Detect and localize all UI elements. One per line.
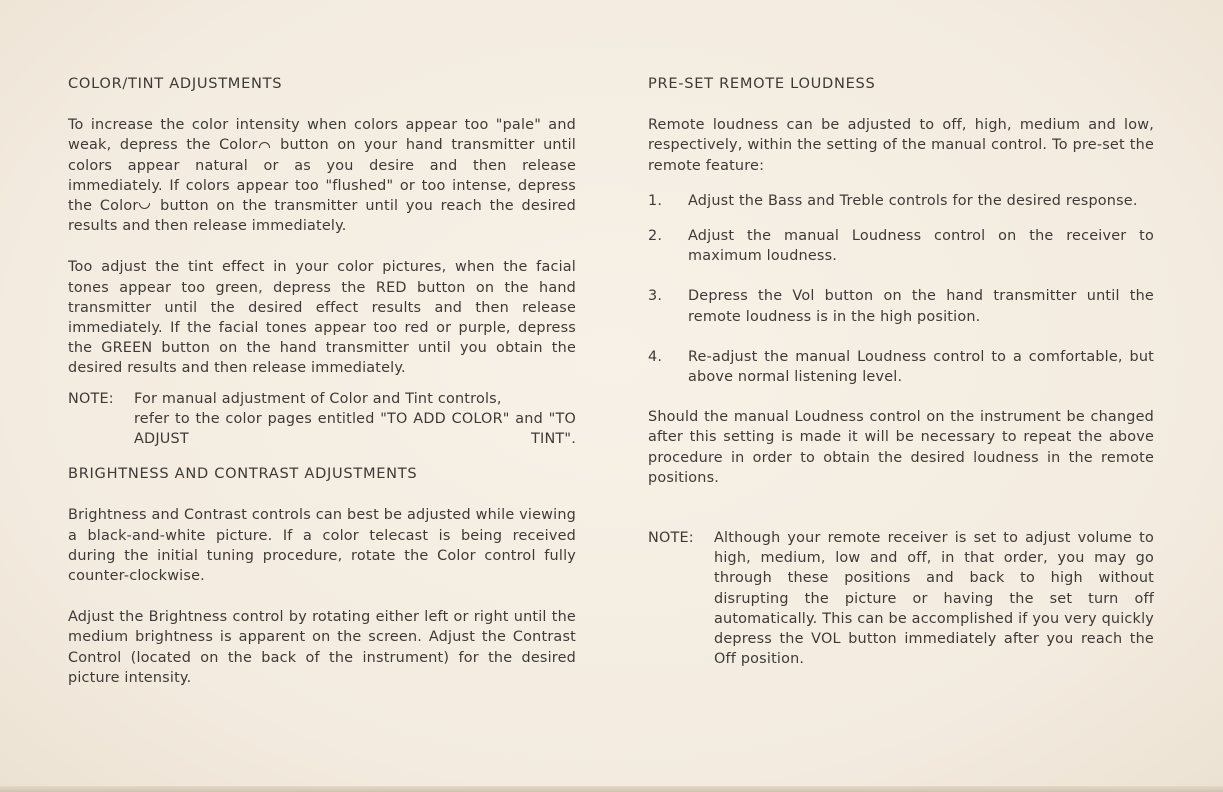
arrow-down-icon	[139, 203, 150, 209]
brightness-heading: BRIGHTNESS AND CONTRAST ADJUSTMENTS	[68, 465, 418, 483]
right-column	[648, 74, 1154, 669]
step-number: 3.	[648, 288, 663, 305]
step-item	[648, 191, 1154, 211]
step-text: Re-adjust the manual Loudness control to a comfortable, but above normal listening level.	[688, 348, 1154, 386]
left-note-rest: refer to the color pages entitled "TO ADD COLOR" and "TO ADJUST TINT".	[134, 410, 576, 448]
color-tint-heading: COLOR/TINT ADJUSTMENTS	[68, 75, 283, 92]
left-note-label: NOTE:	[68, 390, 114, 407]
step-text: Adjust the Bass and Treble controls for the desired response.	[688, 192, 1138, 209]
right-note-label: NOTE:	[648, 530, 694, 547]
step-item	[648, 347, 1154, 387]
color-p1-part-b: button on your hand transmitter until colors appear natural or as you desire and then release immediately. If colors appear too "flushed" or too intense, depress the Color	[68, 137, 576, 215]
brightness-paragraph-1: Brightness and Contrast controls can best be adjusted while viewing a black-and-white picture. If a color telecast is being received during the initial tuning procedure, rotate the Color control fully counter-clockwise.	[68, 507, 576, 585]
color-paragraph-2: Too adjust the tint effect in your color pictures, when the facial tones appear too green, depress the RED button on the hand transmitter until the desired effect results and then release immediately. If the facial tones appear too red or purple, depress the GREEN button on the hand transmitter until you obtain the desired results and then release immediately.	[68, 259, 576, 377]
arrow-up-icon	[259, 142, 270, 148]
remote-loudness-heading: PRE-SET REMOTE LOUDNESS	[648, 75, 876, 92]
step-text: Adjust the manual Loudness control on the receiver to maximum loudness.	[688, 228, 1154, 265]
color-p1-part-c: button on the transmitter until you reach the desired results and then release immediately.	[68, 198, 576, 235]
color-paragraph-1	[68, 115, 576, 236]
right-note	[648, 528, 1154, 669]
right-note-text: Although your remote receiver is set to adjust volume to high, medium, low and off, in that order, you may go through these positions and back to high without disrupting the picture or having the set turn off automatically. This can be accomplished if you very quickly depress the VOL button immediately after you reach the Off position.	[714, 530, 1154, 668]
page-bottom-edge	[0, 786, 1223, 792]
step-item	[648, 286, 1154, 326]
step-number: 2.	[648, 228, 663, 245]
step-number: 4.	[648, 348, 663, 365]
should-paragraph: Should the manual Loudness control on the instrument be changed after this setting is made it will be necessary to repeat the above procedure in order to obtain the desired loudness in the remote positions.	[648, 409, 1154, 486]
left-column	[68, 74, 576, 688]
step-text: Depress the Vol button on the hand transmitter until the remote loudness is in the high position.	[688, 288, 1154, 325]
step-item	[648, 226, 1154, 266]
color-p1-part-a: To increase the color intensity when colors appear too "pale" and weak, depress the Color	[68, 117, 576, 154]
left-note-body	[134, 389, 576, 450]
step-number: 1.	[648, 192, 663, 209]
remote-intro: Remote loudness can be adjusted to off, high, medium and low, respectively, within the setting of the manual control. To pre-set the remote feature:	[648, 117, 1154, 174]
brightness-paragraph-2: Adjust the Brightness control by rotating either left or right until the medium brightness is apparent on the screen. Adjust the Contrast Control (located on the back of the instrument) for the desired picture intensity.	[68, 609, 576, 686]
left-note-line1: For manual adjustment of Color and Tint controls,	[134, 390, 502, 407]
left-note	[68, 389, 576, 450]
